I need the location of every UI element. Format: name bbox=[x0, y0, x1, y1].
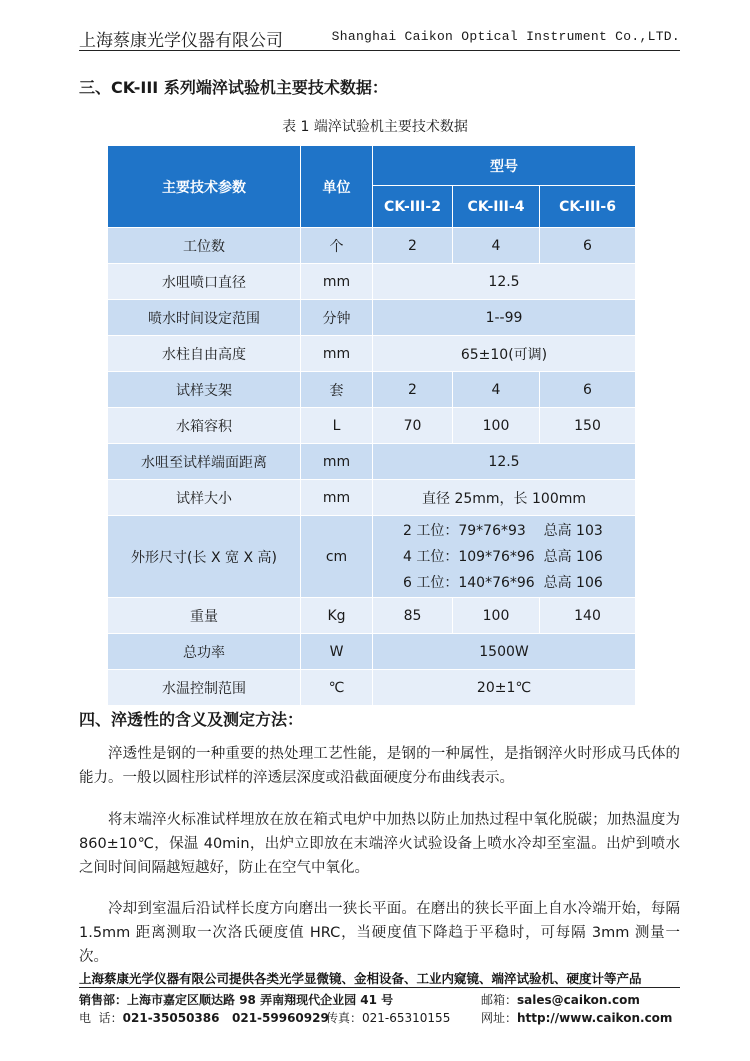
web-label: 网址： bbox=[481, 1011, 518, 1025]
value-cell: 直径 25mm，长 100mm bbox=[373, 480, 636, 516]
param-cell: 水箱容积 bbox=[108, 408, 301, 444]
header-unit: 单位 bbox=[301, 146, 373, 228]
value-cell: 4 bbox=[453, 372, 540, 408]
table-row bbox=[108, 336, 636, 372]
header-model: 型号 bbox=[373, 146, 636, 186]
email-link[interactable]: sales@caikon.com bbox=[517, 993, 640, 1007]
fax-label: 传真： bbox=[326, 1011, 363, 1025]
sales-address: 上海市嘉定区顺达路 98 弄南翔现代企业园 41 号 bbox=[127, 993, 394, 1007]
website-link[interactable]: http://www.caikon.com bbox=[517, 1011, 673, 1025]
unit-cell: cm bbox=[301, 516, 373, 598]
unit-cell: 个 bbox=[301, 228, 373, 264]
value-cell: 140 bbox=[540, 598, 636, 634]
table-row bbox=[108, 264, 636, 300]
footer-phone bbox=[79, 1009, 329, 1026]
fax-number: 021-65310155 bbox=[362, 1011, 451, 1025]
phone-label: 电 话： bbox=[79, 1011, 123, 1025]
param-cell: 总功率 bbox=[108, 634, 301, 670]
page-header bbox=[79, 26, 680, 51]
spec-table bbox=[107, 145, 636, 706]
param-cell: 水咀喷口直径 bbox=[108, 264, 301, 300]
footer-fax bbox=[326, 1009, 450, 1026]
value-cell: 12.5 bbox=[373, 264, 636, 300]
sales-label: 销售部： bbox=[79, 993, 128, 1007]
table-row bbox=[108, 300, 636, 336]
unit-cell: mm bbox=[301, 480, 373, 516]
param-cell: 工位数 bbox=[108, 228, 301, 264]
footer-rule bbox=[79, 987, 680, 988]
paragraph: 冷却到室温后沿试样长度方向磨出一狭长平面。在磨出的狭长平面上自水冷端开始，每隔 1.5mm 距离测取一次洛氏硬度值 HRC，当硬度值下降趋于平稳时，可每隔 3mm 测量一次。 bbox=[79, 901, 680, 965]
table-row bbox=[108, 516, 636, 598]
value-cell: 12.5 bbox=[373, 444, 636, 480]
table-row bbox=[108, 634, 636, 670]
value-cell: 65±10(可调) bbox=[373, 336, 636, 372]
value-cell: 6 bbox=[540, 372, 636, 408]
table-row bbox=[108, 480, 636, 516]
value-cell: 1500W bbox=[373, 634, 636, 670]
table-row bbox=[108, 228, 636, 264]
section3-title: 三、CK-III 系列端淬试验机主要技术数据： bbox=[79, 78, 388, 97]
model-name: CK-III-4 bbox=[453, 186, 540, 228]
paragraph: 将末端淬火标准试样埋放在放在箱式电炉中加热以防止加热过程中氧化脱碳；加热温度为 860±10℃，保温 40min，出炉立即放在末端淬火试验设备上喷水冷却至室温。出炉到喷水之间时间间隔越短越好，防止在空气中氧化。 bbox=[79, 812, 680, 876]
footer-email bbox=[481, 991, 640, 1008]
value-cell: 20±1℃ bbox=[373, 670, 636, 706]
unit-cell: mm bbox=[301, 444, 373, 480]
model-name: CK-III-2 bbox=[373, 186, 453, 228]
phone-numbers: 021-35050386 021-59960929 bbox=[122, 1011, 329, 1025]
dimension-line: 4 工位：109*76*96 总高 106 bbox=[403, 548, 603, 565]
footer-tagline: 上海蔡康光学仪器有限公司提供各类光学显微镜、金相设备、工业内窥镜、端淬试验机、硬度计等产品 bbox=[79, 971, 642, 986]
section4-title: 四、淬透性的含义及测定方法： bbox=[79, 710, 304, 729]
header-company-cn: 上海蔡康光学仪器有限公司 bbox=[79, 31, 283, 51]
unit-cell: 分钟 bbox=[301, 300, 373, 336]
unit-cell: 套 bbox=[301, 372, 373, 408]
dimension-line: 2 工位：79*76*93 总高 103 bbox=[403, 522, 603, 539]
table-row bbox=[108, 408, 636, 444]
param-cell: 试样大小 bbox=[108, 480, 301, 516]
table-row bbox=[108, 444, 636, 480]
unit-cell: mm bbox=[301, 336, 373, 372]
param-cell: 水温控制范围 bbox=[108, 670, 301, 706]
unit-cell: mm bbox=[301, 264, 373, 300]
email-label: 邮箱： bbox=[481, 993, 518, 1007]
model-name: CK-III-6 bbox=[540, 186, 636, 228]
value-cell: 2 bbox=[373, 372, 453, 408]
value-cell: 70 bbox=[373, 408, 453, 444]
value-cell: 100 bbox=[453, 598, 540, 634]
dimension-line: 6 工位：140*76*96 总高 106 bbox=[403, 574, 603, 591]
paragraph: 淬透性是钢的一种重要的热处理工艺性能，是钢的一种属性，是指钢淬火时形成马氏体的能力。一般以圆柱形试样的淬透层深度或沿截面硬度分布曲线表示。 bbox=[79, 746, 680, 786]
value-cell: 1--99 bbox=[373, 300, 636, 336]
value-cell: 2 bbox=[373, 228, 453, 264]
table-row bbox=[108, 670, 636, 706]
footer-web bbox=[481, 1009, 672, 1026]
table-row bbox=[108, 598, 636, 634]
value-cell: 85 bbox=[373, 598, 453, 634]
param-cell: 重量 bbox=[108, 598, 301, 634]
unit-cell: Kg bbox=[301, 598, 373, 634]
param-cell: 外形尺寸(长 X 宽 X 高) bbox=[108, 516, 301, 598]
param-cell: 水柱自由高度 bbox=[108, 336, 301, 372]
table-caption: 表 1 端淬试验机主要技术数据 bbox=[282, 119, 468, 135]
value-cell: 6 bbox=[540, 228, 636, 264]
table-row bbox=[108, 372, 636, 408]
value-cell: 150 bbox=[540, 408, 636, 444]
header-param: 主要技术参数 bbox=[108, 146, 301, 228]
value-cell: 4 bbox=[453, 228, 540, 264]
footer-sales bbox=[79, 991, 393, 1008]
unit-cell: L bbox=[301, 408, 373, 444]
header-company-en: Shanghai Caikon Optical Instrument Co.,LTD. bbox=[331, 29, 680, 44]
value-cell: 100 bbox=[453, 408, 540, 444]
dimension-cell bbox=[373, 516, 636, 598]
unit-cell: ℃ bbox=[301, 670, 373, 706]
param-cell: 喷水时间设定范围 bbox=[108, 300, 301, 336]
param-cell: 水咀至试样端面距离 bbox=[108, 444, 301, 480]
unit-cell: W bbox=[301, 634, 373, 670]
param-cell: 试样支架 bbox=[108, 372, 301, 408]
